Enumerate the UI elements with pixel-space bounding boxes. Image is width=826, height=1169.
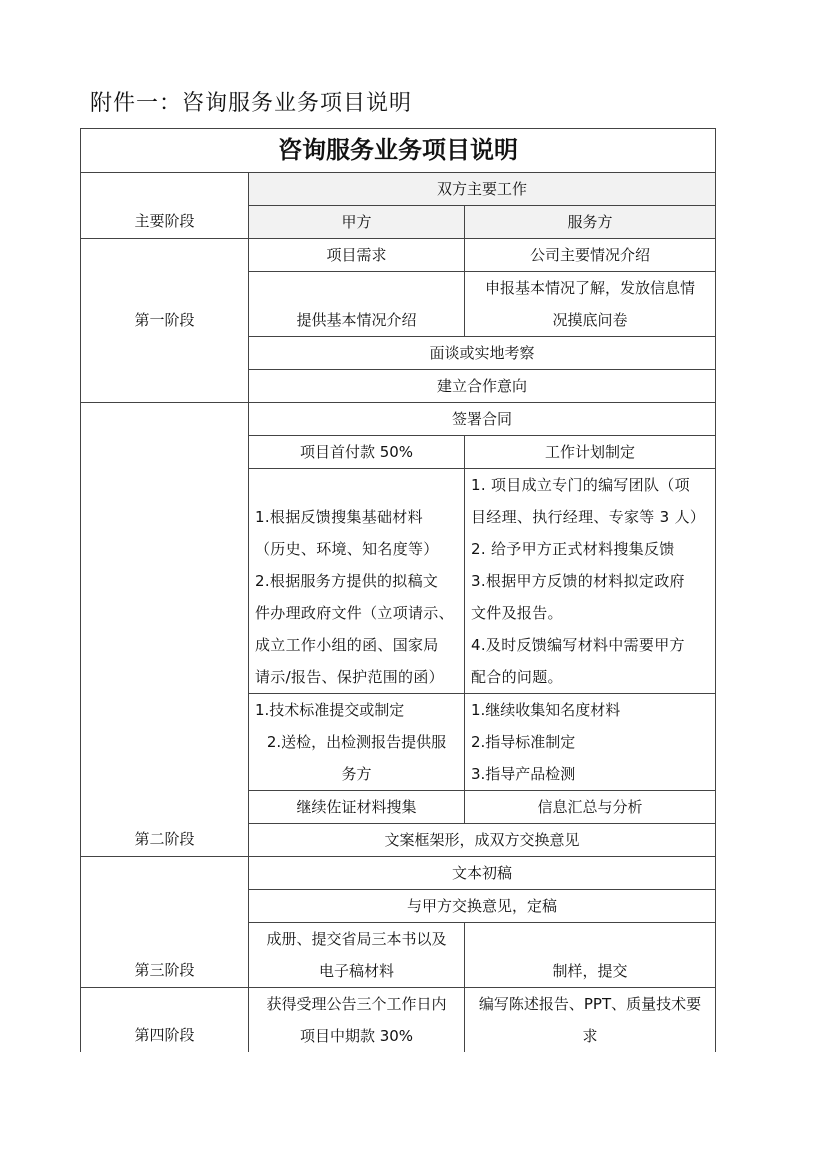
stage2-label: 第二阶段 (81, 403, 249, 857)
page-heading: 附件一：咨询服务业务项目说明 (90, 91, 413, 116)
list-item: 2.指导标准制定 (471, 733, 576, 751)
stage4-r1-a-line1: 获得受理公告三个工作日内 (266, 995, 447, 1013)
list-item: （历史、环境、知名度等） (255, 540, 439, 558)
stage4-label: 第四阶段 (81, 988, 249, 1053)
stage4-r1-b-line2: 求 (582, 1027, 598, 1045)
stage1-r2-b-line1: 申报基本情况了解，发放信息情 (485, 279, 696, 297)
stage3-r1: 文本初稿 (249, 857, 716, 890)
list-item: 3.指导产品检测 (471, 765, 576, 783)
stage1-r1-a: 项目需求 (249, 239, 465, 272)
list-item: 成立工作小组的函、国家局 (255, 636, 439, 654)
service-table (80, 128, 716, 1052)
list-item: 1.技术标准提交或制定 (255, 701, 405, 719)
list-item: 文件及报告。 (471, 604, 563, 622)
header-provider: 服务方 (465, 206, 716, 239)
stage2-r5-a: 继续佐证材料搜集 (249, 791, 465, 824)
list-item: 2.根据服务方提供的拟稿文 (255, 572, 439, 590)
stage1-r2-b-line2: 况摸底问卷 (552, 311, 628, 329)
stage3-r3-b: 制样，提交 (465, 923, 716, 988)
stage1-r1-b: 公司主要情况介绍 (465, 239, 716, 272)
stage4-r1-b-line1: 编写陈述报告、PPT、质量技术要 (478, 995, 702, 1013)
list-item: 请示/报告、保护范围的函） (255, 668, 444, 686)
list-item: 配合的问题。 (471, 668, 563, 686)
stage3-r3-a-line1: 成册、提交省局三本书以及 (266, 930, 447, 948)
list-item: 目经理、执行经理、专家等 3 人） (471, 508, 706, 526)
stage2-r4-a (249, 694, 465, 791)
stage2-r4-b (465, 694, 716, 791)
stage1-r4: 建立合作意向 (249, 370, 716, 403)
stage1-r3: 面谈或实地考察 (249, 337, 716, 370)
stage3-r2: 与甲方交换意见，定稿 (249, 890, 716, 923)
stage2-r6: 文案框架形，成双方交换意见 (249, 824, 716, 857)
list-item: 件办理政府文件（立项请示、 (255, 604, 454, 622)
table-title: 咨询服务业务项目说明 (81, 129, 716, 173)
list-item: 4.及时反馈编写材料中需要甲方 (471, 636, 685, 654)
stage2-r3-a (249, 469, 465, 694)
header-stage: 主要阶段 (81, 173, 249, 239)
stage3-r3-a (249, 923, 465, 988)
list-item: 1.继续收集知名度材料 (471, 701, 621, 719)
header-party-a: 甲方 (249, 206, 465, 239)
header-group: 双方主要工作 (249, 173, 716, 206)
stage4-r1-a (249, 988, 465, 1053)
stage2-r2-b: 工作计划制定 (465, 436, 716, 469)
stage4-r1-b (465, 988, 716, 1053)
stage3-r3-a-line2: 电子稿材料 (318, 962, 394, 980)
stage1-r2-b (465, 272, 716, 337)
list-item: 3.根据甲方反馈的材料拟定政府 (471, 572, 685, 590)
stage1-r2-a: 提供基本情况介绍 (249, 272, 465, 337)
stage2-r5-b: 信息汇总与分析 (465, 791, 716, 824)
list-item: 2. 给予甲方正式材料搜集反馈 (471, 540, 675, 558)
stage4-r1-a-line2: 项目中期款 30% (299, 1027, 414, 1045)
stage2-r2-a: 项目首付款 50% (249, 436, 465, 469)
stage1-label: 第一阶段 (81, 239, 249, 403)
stage2-r3-b (465, 469, 716, 694)
list-item: 1.根据反馈搜集基础材料 (255, 508, 423, 526)
stage3-label: 第三阶段 (81, 857, 249, 988)
list-item: 务方 (341, 765, 372, 783)
list-item: 1. 项目成立专门的编写团队（项 (471, 476, 690, 494)
stage2-r1: 签署合同 (249, 403, 716, 436)
list-item: 2.送检，出检测报告提供服 (266, 733, 447, 751)
